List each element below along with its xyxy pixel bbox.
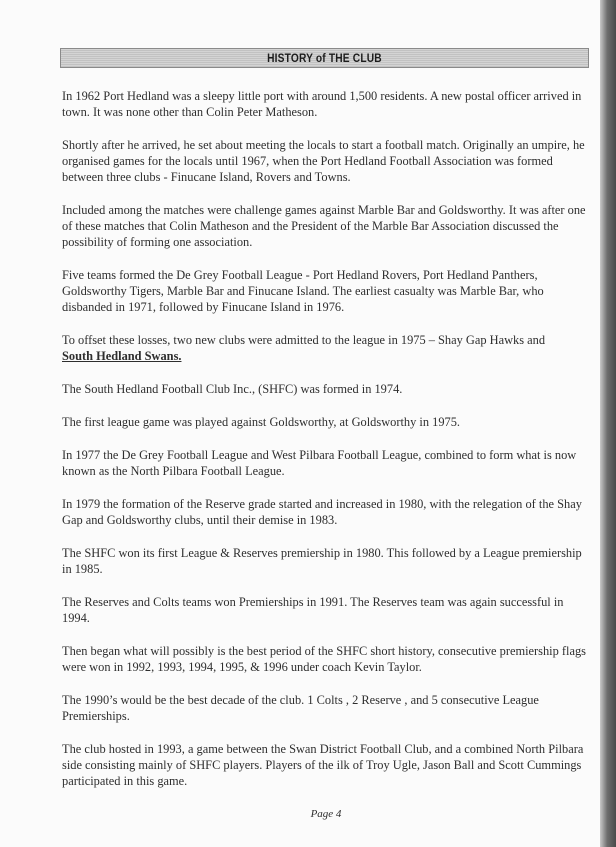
paragraph-5 — [62, 332, 592, 364]
paragraph-7: The first league game was played against Goldsworthy, at Goldsworthy in 1975. — [62, 415, 461, 429]
paragraph-4: Five teams formed the De Grey Football League - Port Hedland Rovers, Port Hedland Panthers, Goldsworthy Tigers, Marble Bar and Finucane Island. The earliest casualty was Marble Bar, who disbanded in 1971, followed by Finucane Island in 1976. — [62, 268, 544, 314]
paragraph-3: Included among the matches were challenge games against Marble Bar and Goldsworthy. It was after one of these matches that Colin Matheson and the President of the Marble Bar Association discussed the possibility of forming one association. — [62, 203, 586, 249]
paragraph-10: The SHFC won its first League & Reserves premiership in 1980. This followed by a League premiership in 1985. — [62, 546, 582, 576]
page-number: Page 4 — [310, 808, 342, 820]
paragraph-14: The club hosted in 1993, a game between the Swan District Football Club, and a combined North Pilbara side consisting mainly of SHFC players. Players of the ilk of Troy Ugle, Jason Ball and Scott Cummings participated in this game. — [62, 742, 584, 788]
section-header-bar — [60, 48, 589, 68]
paragraph-12: Then began what will possibly is the best period of the SHFC short history, consecutive premiership flags were won in 1992, 1993, 1994, 1995, & 1996 under coach Kevin Taylor. — [62, 644, 586, 674]
paragraph-5-text: To offset these losses, two new clubs were admitted to the league in 1975 – Shay Gap Hawks and — [62, 333, 546, 347]
paragraph-11: The Reserves and Colts teams won Premierships in 1991. The Reserves team was again successful in 1994. — [62, 595, 564, 625]
paragraph-8: In 1977 the De Grey Football League and West Pilbara Football League, combined to form what is now known as the North Pilbara Football League. — [62, 448, 577, 478]
paragraph-6: The South Hedland Football Club Inc., (SHFC) was formed in 1974. — [62, 382, 403, 396]
body-text — [62, 88, 592, 806]
south-hedland-swans-emphasis: South Hedland Swans. — [62, 349, 182, 363]
paragraph-13: The 1990’s would be the best decade of the club. 1 Colts , 2 Reserve , and 5 consecutive League Premierships. — [62, 693, 539, 723]
paragraph-9: In 1979 the formation of the Reserve grade started and increased in 1980, with the relegation of the Shay Gap and Goldsworthy clubs, until their demise in 1983. — [62, 497, 582, 527]
scan-edge-shadow — [600, 0, 616, 847]
paragraph-2: Shortly after he arrived, he set about meeting the locals to start a football match. Originally an umpire, he organised games for the locals until 1967, when the Port Hedland Football Association was formed between three clubs - Finucane Island, Rovers and Towns. — [62, 138, 585, 184]
section-title: HISTORY of THE CLUB — [267, 51, 382, 65]
paragraph-1: In 1962 Port Hedland was a sleepy little port with around 1,500 residents. A new postal officer arrived in town. It was none other than Colin Peter Matheson. — [62, 89, 582, 119]
